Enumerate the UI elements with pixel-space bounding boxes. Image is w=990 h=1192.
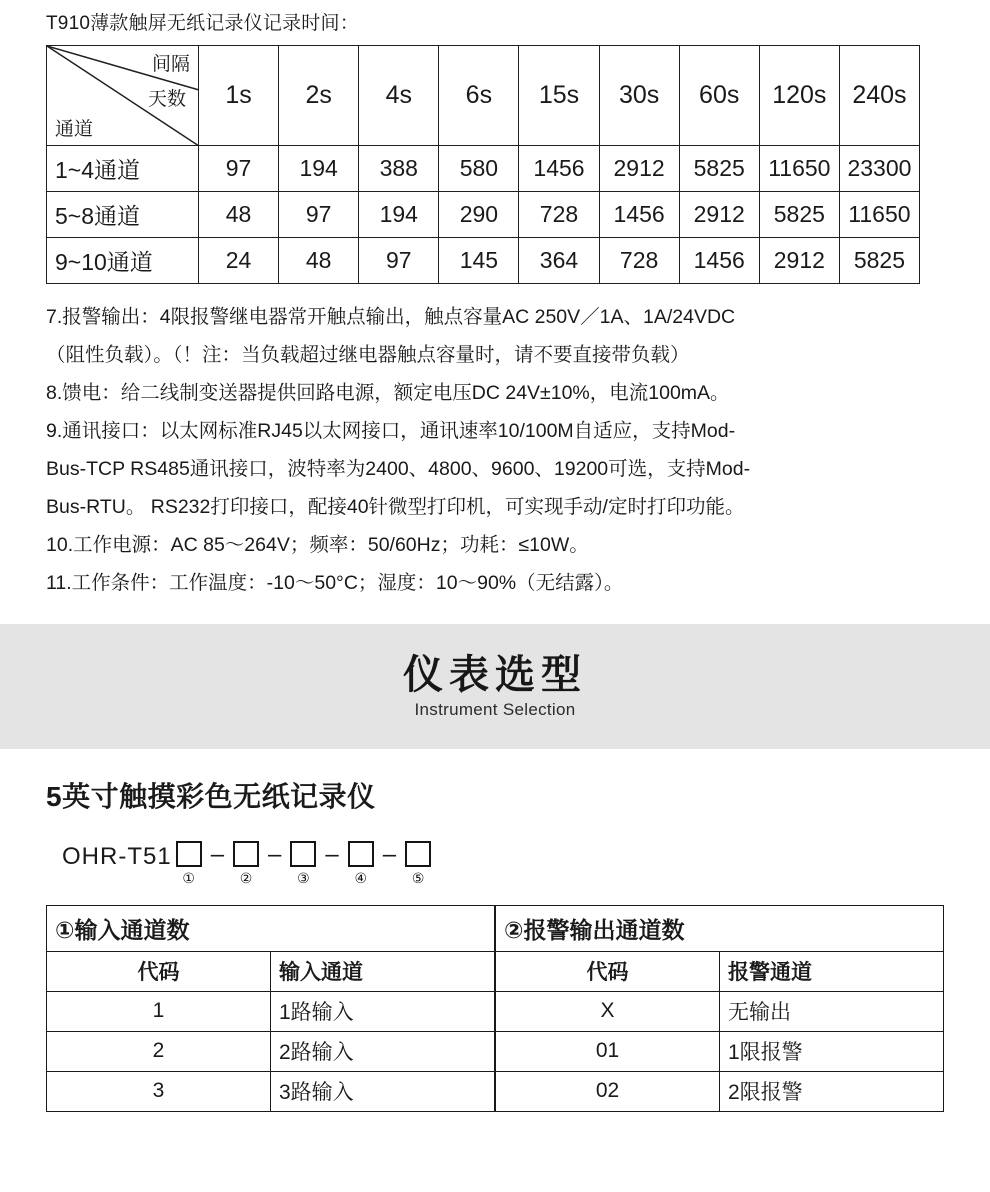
section-banner <box>0 624 990 749</box>
model-slot-box[interactable] <box>348 841 374 867</box>
cell-value: 11650 <box>759 145 839 191</box>
banner-title-en: Instrument Selection <box>414 700 576 719</box>
model-dash: – <box>268 840 282 868</box>
cell-value: 290 <box>439 191 519 237</box>
cell-value: 364 <box>519 237 599 283</box>
model-prefix: OHR-T51 <box>62 842 172 870</box>
column-header-interval: 120s <box>759 45 839 145</box>
model-dash: – <box>325 840 339 868</box>
cell-value: 11650 <box>839 191 919 237</box>
specifications-list <box>0 284 990 602</box>
table-header-row <box>496 951 944 991</box>
cell-code: X <box>496 991 720 1031</box>
corner-label-days: 天数 <box>147 88 186 110</box>
table-row <box>47 905 495 951</box>
cell-value: 194 <box>359 191 439 237</box>
spec-item-10: 10.工作电源：AC 85～264V；频率：50/60Hz；功耗：≤10W。 <box>46 533 589 556</box>
column-header-interval: 30s <box>599 45 679 145</box>
cell-value: 1456 <box>599 191 679 237</box>
cell-value: 5825 <box>759 191 839 237</box>
cell-description: 2路输入 <box>271 1031 495 1071</box>
option-tables <box>46 905 944 1112</box>
model-slot-number: ④ <box>354 869 368 886</box>
model-dash: – <box>382 840 397 868</box>
table-row <box>47 1071 495 1111</box>
column-header-code: 代码 <box>47 951 271 991</box>
table-row <box>47 191 920 237</box>
cell-value: 97 <box>359 237 439 283</box>
cell-value: 97 <box>279 191 359 237</box>
model-slot-number: ⑤ <box>411 869 425 886</box>
table-row <box>496 1071 944 1111</box>
cell-code: 3 <box>47 1071 271 1111</box>
option-table-input-channels <box>46 905 495 1112</box>
spec-item-9-line3: Bus-RTU。 RS232打印接口，配接40针微型打印机，可实现手动/定时打印功能。 <box>46 495 745 518</box>
model-slot-box[interactable] <box>290 841 316 867</box>
cell-value: 23300 <box>839 145 919 191</box>
column-header-description: 报警通道 <box>720 951 944 991</box>
cell-code: 1 <box>47 991 271 1031</box>
cell-value: 2912 <box>679 191 759 237</box>
cell-value: 48 <box>279 237 359 283</box>
cell-value: 388 <box>359 145 439 191</box>
row-label-channel-group: 9~10通道 <box>47 237 199 283</box>
table-row <box>496 1031 944 1071</box>
spec-item-8: 8.馈电：给二线制变送器提供回路电源，额定电压DC 24V±10%，电流100mA。 <box>46 381 730 404</box>
cell-value: 728 <box>599 237 679 283</box>
cell-value: 580 <box>439 145 519 191</box>
instrument-selection-section <box>0 749 990 1112</box>
table-corner-cell <box>47 45 199 145</box>
table-row <box>47 237 920 283</box>
column-header-interval: 240s <box>839 45 919 145</box>
model-slot-number: ② <box>239 869 253 886</box>
cell-description: 无输出 <box>720 991 944 1031</box>
spec-item-7-line2: （阻性负载）。（！注：当负载超过继电器触点容量时，请不要直接带负载） <box>46 343 690 366</box>
cell-code: 01 <box>496 1031 720 1071</box>
model-slot-4[interactable] <box>348 841 374 887</box>
cell-value: 728 <box>519 191 599 237</box>
table-row <box>47 991 495 1031</box>
model-slot-number: ③ <box>297 869 310 886</box>
option-table-title: ①输入通道数 <box>47 905 495 951</box>
column-header-interval: 4s <box>359 45 439 145</box>
model-dash: – <box>210 840 225 868</box>
table-row <box>47 1031 495 1071</box>
table-row <box>496 905 944 951</box>
record-time-section <box>0 0 990 284</box>
table-header-row <box>47 951 495 991</box>
cell-value: 5825 <box>679 145 759 191</box>
model-slot-box[interactable] <box>405 841 431 867</box>
column-header-interval: 60s <box>679 45 759 145</box>
cell-value: 48 <box>199 191 279 237</box>
cell-description: 3路输入 <box>271 1071 495 1111</box>
cell-description: 2限报警 <box>720 1071 944 1111</box>
model-slot-number: ① <box>182 869 195 886</box>
cell-value: 97 <box>199 145 279 191</box>
corner-label-interval: 间隔 <box>151 53 190 75</box>
record-time-table <box>46 45 920 284</box>
cell-code: 2 <box>47 1031 271 1071</box>
spec-item-9-line2: Bus-TCP RS485通讯接口，波特率为2400、4800、9600、19200可选，支持Mod- <box>46 457 751 480</box>
spec-item-7-line1: 7.报警输出：4限报警继电器常开触点输出，触点容量AC 250V／1A、1A/24VDC <box>46 305 736 328</box>
cell-description: 1限报警 <box>720 1031 944 1071</box>
spec-item-11: 11.工作条件：工作温度：-10～50°C；湿度：10～90%（无结露）。 <box>46 571 624 594</box>
cell-value: 5825 <box>839 237 919 283</box>
cell-description: 1路输入 <box>271 991 495 1031</box>
record-time-caption: T910薄款触屏无纸记录仪记录时间： <box>46 13 359 34</box>
column-header-interval: 15s <box>519 45 599 145</box>
page-title: 5英寸触摸彩色无纸记录仪 <box>46 780 376 812</box>
cell-code: 02 <box>496 1071 720 1111</box>
model-slot-2[interactable] <box>233 841 259 887</box>
cell-value: 24 <box>199 237 279 283</box>
row-label-channel-group: 1~4通道 <box>47 145 199 191</box>
cell-value: 194 <box>279 145 359 191</box>
row-label-channel-group: 5~8通道 <box>47 191 199 237</box>
model-slot-3[interactable] <box>290 841 316 887</box>
column-header-code: 代码 <box>496 951 720 991</box>
column-header-interval: 1s <box>199 45 279 145</box>
table-row <box>496 991 944 1031</box>
model-slot-1[interactable] <box>176 841 202 887</box>
table-header-row <box>47 45 920 145</box>
option-table-title: ②报警输出通道数 <box>496 905 944 951</box>
model-slot-5[interactable] <box>405 841 431 887</box>
banner-title-cn: 仪表选型 <box>403 653 587 697</box>
column-header-interval: 2s <box>279 45 359 145</box>
model-slot-box[interactable] <box>176 841 202 867</box>
column-header-description: 输入通道 <box>271 951 495 991</box>
cell-value: 2912 <box>759 237 839 283</box>
cell-value: 2912 <box>599 145 679 191</box>
table-row <box>47 145 920 191</box>
column-header-interval: 6s <box>439 45 519 145</box>
cell-value: 1456 <box>679 237 759 283</box>
spec-item-9-line1: 9.通讯接口：以太网标准RJ45以太网接口，通讯速率10/100M自适应，支持Mod- <box>46 419 736 442</box>
cell-value: 145 <box>439 237 519 283</box>
corner-label-channel: 通道 <box>55 118 94 140</box>
cell-value: 1456 <box>519 145 599 191</box>
model-slot-box[interactable] <box>233 841 259 867</box>
model-code-builder <box>46 841 944 887</box>
option-table-alarm-outputs <box>495 905 944 1112</box>
